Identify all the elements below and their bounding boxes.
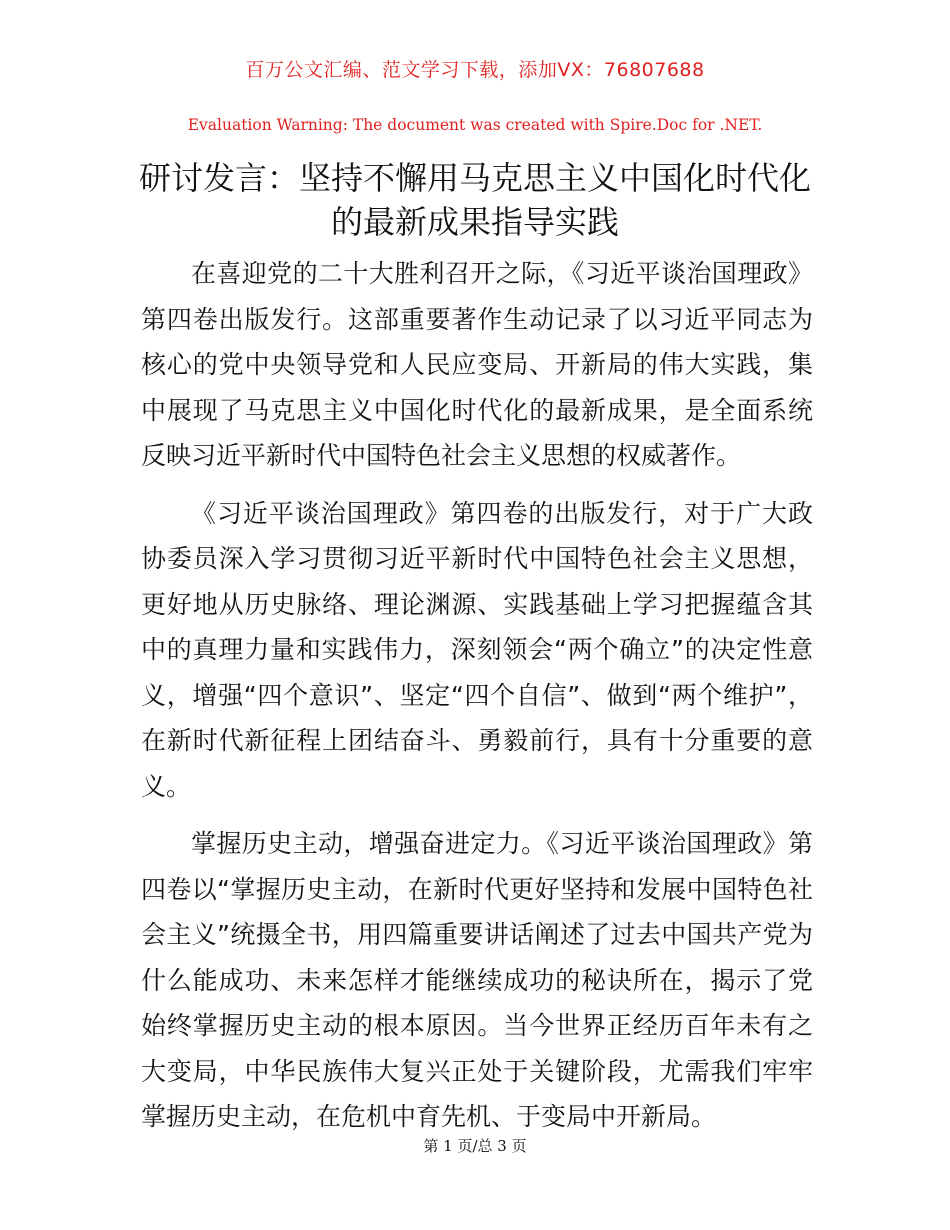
document-title: 研讨发言：坚持不懈用马克思主义中国化时代化的最新成果指导实践	[138, 159, 811, 241]
promo-banner: 百万公文汇编、范文学习下载，添加VX：76807688	[245, 59, 705, 81]
document-body	[141, 251, 813, 1152]
paragraph-3: 掌握历史主动，增强奋进定力。《习近平谈治国理政》第四卷以“掌握历史主动，在新时代更好坚持和发展中国特色社会主义”统摄全书，用四篇重要讲话阐述了过去中国共产党为什么能成功、未来怎样才能继续成功的秘诀所在，揭示了党始终掌握历史主动的根本原因。当今世界正经历百年未有之大变局，中华民族伟大复兴正处于关键阶段，尤需我们牢牢掌握历史主动，在危机中育先机、于变局中开新局。	[141, 829, 813, 1131]
evaluation-warning: Evaluation Warning: The document was created with Spire.Doc for .NET.	[187, 116, 763, 134]
paragraph-1: 在喜迎党的二十大胜利召开之际，《习近平谈治国理政》第四卷出版发行。这部重要著作生动记录了以习近平同志为核心的党中央领导党和人民应变局、开新局的伟大实践，集中展现了马克思主义中国化时代化的最新成果，是全面系统反映习近平新时代中国特色社会主义思想的权威著作。	[141, 259, 813, 470]
page-footer: 第 1 页/总 3 页	[423, 1137, 527, 1155]
paragraph-2: 《习近平谈治国理政》第四卷的出版发行，对于广大政协委员深入学习贯彻习近平新时代中国特色社会主义思想，更好地从历史脉络、理论渊源、实践基础上学习把握蕴含其中的真理力量和实践伟力，深刻领会“两个确立”的决定性意义，增强“四个意识”、坚定“四个自信”、做到“两个维护”，在新时代新征程上团结奋斗、勇毅前行，具有十分重要的意义。	[141, 498, 813, 801]
